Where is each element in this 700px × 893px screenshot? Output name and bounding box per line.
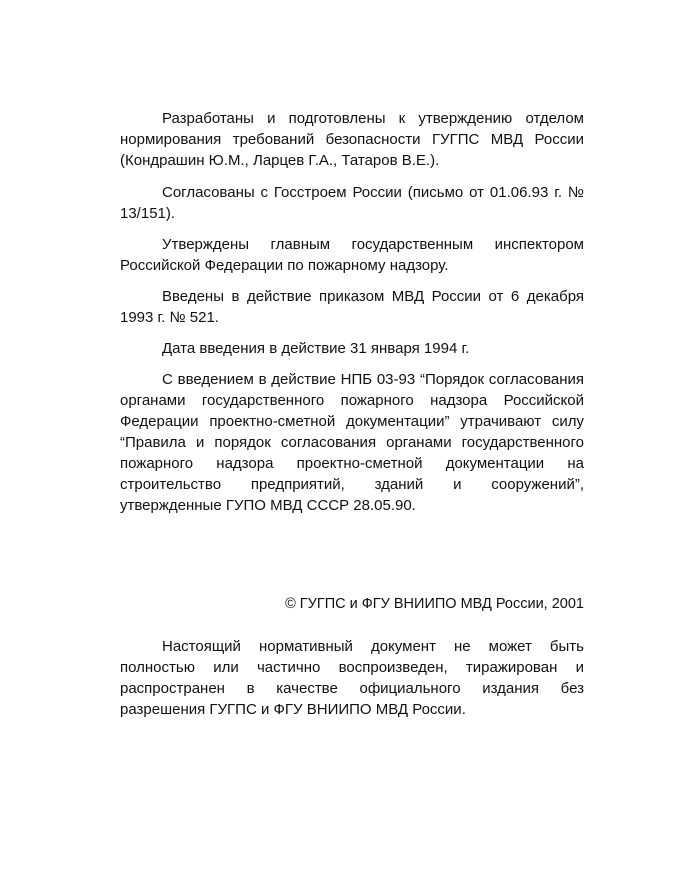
copyright-line: © ГУГПС и ФГУ ВНИИПО МВД России, 2001 — [285, 596, 584, 612]
paragraph-approved-by: Утверждены главным государственным инспектором Российской Федерации по пожарному надзору. — [120, 236, 584, 274]
paragraph-agreed-with: Согласованы с Госстроем России (письмо от 01.06.93 г. № 13/151). — [120, 184, 584, 222]
paragraph-reproduction-notice: Настоящий нормативный документ не может быть полностью или частично воспроизведен, тиражирован и распространен в качестве официального издания без разрешения ГУГПС и ФГУ ВНИИПО МВД России. — [120, 638, 584, 718]
paragraph-enacted-by-order: Введены в действие приказом МВД России от 6 декабря 1993 г. № 521. — [120, 288, 584, 326]
paragraph-supersedes: С введением в действие НПБ 03-93 “Порядок согласования органами государственного пожарного надзора Российской Федерации проектно-сметной документации” утрачивают силу “Правила и порядок согласования органами государственного пожарного надзора проектно-сметной документации на строительство предприятий, зданий и сооружений”, утвержденные ГУПО МВД СССР 28.05.90. — [120, 371, 584, 514]
paragraph-developed-by: Разработаны и подготовлены к утверждению отделом нормирования требований безопасности ГУГПС МВД России (Кондрашин Ю.М., Ларцев Г.А., Татаров В.Е.). — [120, 110, 584, 169]
paragraph-effective-date: Дата введения в действие 31 января 1994 г. — [162, 340, 470, 357]
